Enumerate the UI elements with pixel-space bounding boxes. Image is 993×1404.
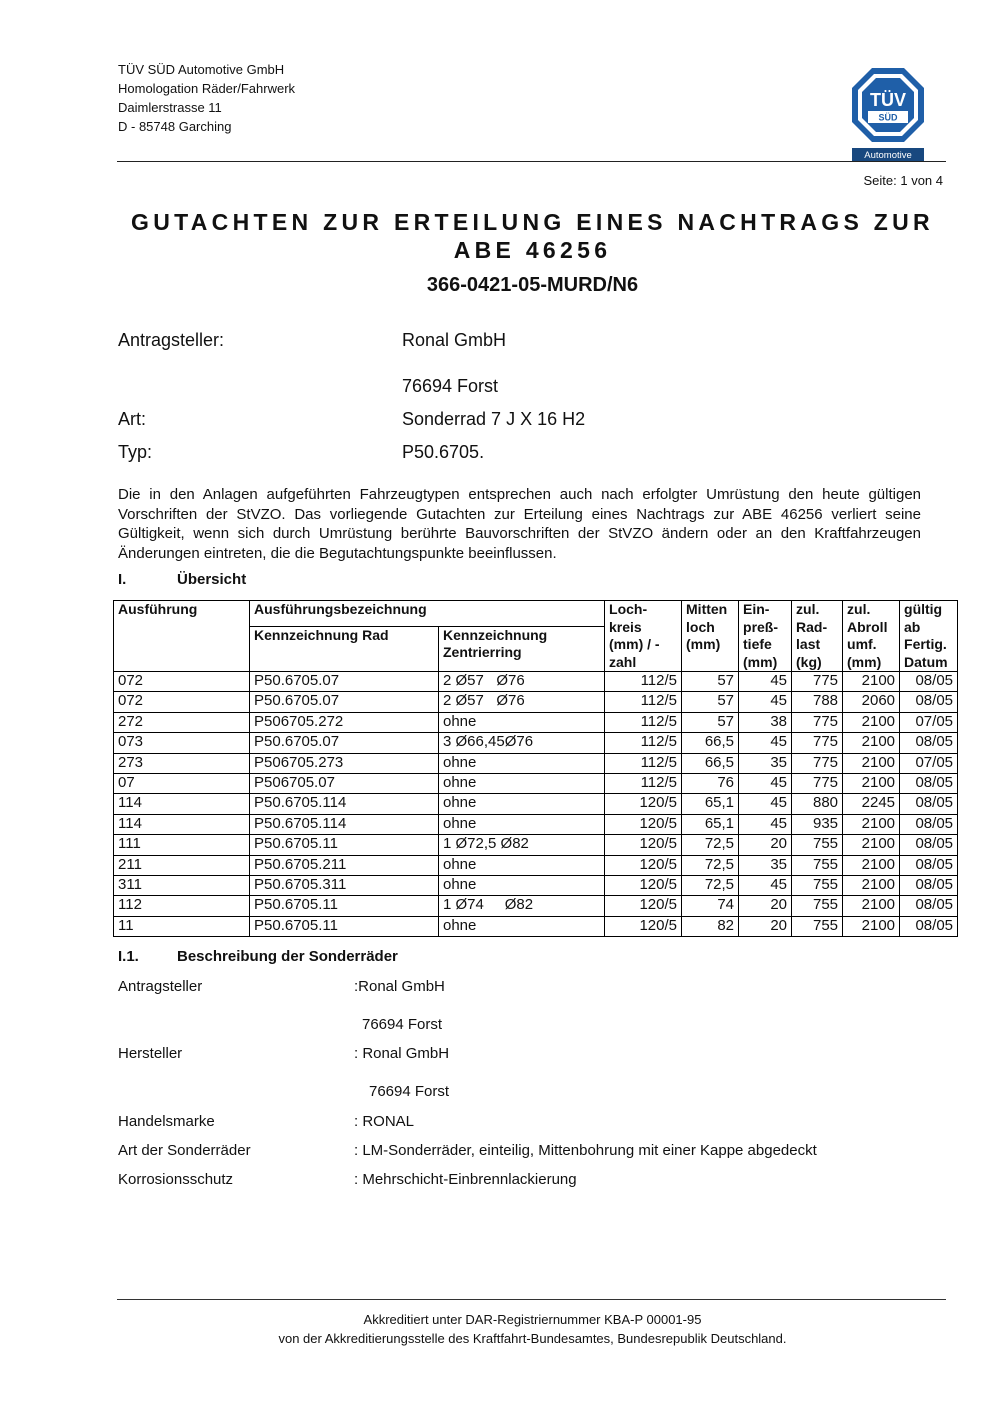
cell-radlast: 775 xyxy=(792,773,843,793)
cell-einpresstiefe: 35 xyxy=(739,855,792,875)
cell-kennzeichnung-rad: P506705.273 xyxy=(250,753,439,773)
cell-zentrierring: 1 Ø72,5 Ø82 xyxy=(439,835,605,855)
logo-caption: Automotive xyxy=(864,150,912,161)
desc-hersteller-value: : Ronal GmbH xyxy=(354,1045,450,1062)
cell-lochkreis: 112/5 xyxy=(605,753,682,773)
cell-radlast: 775 xyxy=(792,712,843,732)
cell-mittenloch: 66,5 xyxy=(682,753,739,773)
cell-zentrierring: 3 Ø66,45Ø76 xyxy=(439,733,605,753)
section-title: Übersicht xyxy=(177,571,247,588)
cell-abrollumfang: 2100 xyxy=(843,672,900,692)
sender-address xyxy=(118,60,295,136)
cell-kennzeichnung-rad: P50.6705.07 xyxy=(250,733,439,753)
cell-abrollumfang: 2245 xyxy=(843,794,900,814)
cell-ausfuehrung: 311 xyxy=(114,875,250,895)
cell-einpresstiefe: 45 xyxy=(739,672,792,692)
cell-mittenloch: 57 xyxy=(682,672,739,692)
cell-radlast: 755 xyxy=(792,855,843,875)
tuv-sud-logo xyxy=(850,66,926,162)
octagon-logo-icon xyxy=(850,66,926,162)
cell-radlast: 880 xyxy=(792,794,843,814)
cell-gueltig-ab: 08/05 xyxy=(900,855,958,875)
cell-lochkreis: 120/5 xyxy=(605,896,682,916)
cell-einpresstiefe: 45 xyxy=(739,773,792,793)
cell-lochkreis: 120/5 xyxy=(605,916,682,936)
section-title: Beschreibung der Sonderräder xyxy=(177,948,398,965)
desc-art-label: Art der Sonderräder xyxy=(118,1142,251,1159)
overview-table xyxy=(113,600,958,937)
applicant-name: Ronal GmbH xyxy=(402,330,507,350)
cell-lochkreis: 112/5 xyxy=(605,692,682,712)
header-bezeichnung: Ausführungsbezeichnung xyxy=(250,601,605,627)
cell-kennzeichnung-rad: P50.6705.114 xyxy=(250,794,439,814)
cell-zentrierring: ohne xyxy=(439,855,605,875)
cell-gueltig-ab: 08/05 xyxy=(900,672,958,692)
cell-einpresstiefe: 45 xyxy=(739,794,792,814)
header-kennzeichnung-zentrierring: Kennzeichnung Zentrierring xyxy=(439,626,605,671)
cell-gueltig-ab: 07/05 xyxy=(900,753,958,773)
cell-kennzeichnung-rad: P50.6705.311 xyxy=(250,875,439,895)
header-abrollumfang: zul. Abroll umf. (mm) xyxy=(843,601,900,672)
header-kennzeichnung-rad: Kennzeichnung Rad xyxy=(250,626,439,671)
cell-kennzeichnung-rad: P50.6705.07 xyxy=(250,692,439,712)
header-divider xyxy=(117,161,946,162)
cell-lochkreis: 112/5 xyxy=(605,773,682,793)
cell-gueltig-ab: 08/05 xyxy=(900,835,958,855)
cell-ausfuehrung: 072 xyxy=(114,672,250,692)
cell-abrollumfang: 2100 xyxy=(843,733,900,753)
cell-einpresstiefe: 45 xyxy=(739,733,792,753)
cell-einpresstiefe: 35 xyxy=(739,753,792,773)
header-lochkreis: Loch-kreis (mm) / -zahl xyxy=(605,601,682,672)
cell-lochkreis: 112/5 xyxy=(605,733,682,753)
document-title xyxy=(118,208,947,264)
cell-ausfuehrung: 11 xyxy=(114,916,250,936)
cell-kennzeichnung-rad: P50.6705.11 xyxy=(250,916,439,936)
cell-abrollumfang: 2100 xyxy=(843,916,900,936)
cell-radlast: 775 xyxy=(792,733,843,753)
section-number: I. xyxy=(118,571,127,588)
cell-lochkreis: 120/5 xyxy=(605,875,682,895)
cell-mittenloch: 72,5 xyxy=(682,835,739,855)
typ-value: P50.6705. xyxy=(402,442,485,462)
table-row xyxy=(114,916,958,936)
cell-zentrierring: ohne xyxy=(439,712,605,732)
cell-gueltig-ab: 08/05 xyxy=(900,814,958,834)
cell-radlast: 755 xyxy=(792,835,843,855)
cell-mittenloch: 82 xyxy=(682,916,739,936)
desc-hersteller-city: 76694 Forst xyxy=(369,1083,450,1100)
cell-zentrierring: 2 Ø57 Ø76 xyxy=(439,692,605,712)
cell-radlast: 775 xyxy=(792,672,843,692)
title-line-2: ABE 46256 xyxy=(453,237,612,263)
desc-hersteller-label: Hersteller xyxy=(118,1045,183,1062)
table-row xyxy=(114,672,958,692)
cell-einpresstiefe: 45 xyxy=(739,875,792,895)
desc-korrosion-label: Korrosionsschutz xyxy=(118,1171,234,1188)
cell-mittenloch: 65,1 xyxy=(682,794,739,814)
table-row xyxy=(114,835,958,855)
cell-ausfuehrung: 07 xyxy=(114,773,250,793)
header-ausfuehrung: Ausführung xyxy=(114,601,250,672)
header-gueltig-ab: gültig ab Fertig. Datum xyxy=(900,601,958,672)
cell-abrollumfang: 2100 xyxy=(843,855,900,875)
cell-ausfuehrung: 114 xyxy=(114,814,250,834)
table-row xyxy=(114,794,958,814)
cell-ausfuehrung: 114 xyxy=(114,794,250,814)
logo-text: TÜV xyxy=(870,90,906,110)
section-heading-overview xyxy=(118,571,518,591)
title-line-1: GUTACHTEN ZUR ERTEILUNG EINES NACHTRAGS ZUR xyxy=(131,209,934,235)
cell-gueltig-ab: 08/05 xyxy=(900,692,958,712)
cell-mittenloch: 72,5 xyxy=(682,855,739,875)
page-number: Seite: 1 von 4 xyxy=(863,173,943,188)
cell-gueltig-ab: 07/05 xyxy=(900,712,958,732)
cell-radlast: 775 xyxy=(792,753,843,773)
footer xyxy=(118,1310,947,1348)
header-radlast: zul. Rad-last (kg) xyxy=(792,601,843,672)
cell-ausfuehrung: 072 xyxy=(114,692,250,712)
cell-kennzeichnung-rad: P50.6705.07 xyxy=(250,672,439,692)
cell-mittenloch: 65,1 xyxy=(682,814,739,834)
cell-radlast: 788 xyxy=(792,692,843,712)
typ-label: Typ: xyxy=(118,442,153,462)
cell-einpresstiefe: 20 xyxy=(739,896,792,916)
footer-divider xyxy=(117,1299,946,1300)
table-row xyxy=(114,753,958,773)
desc-antragsteller-city: 76694 Forst xyxy=(362,1016,443,1033)
cell-abrollumfang: 2100 xyxy=(843,773,900,793)
cell-ausfuehrung: 112 xyxy=(114,896,250,916)
cell-mittenloch: 66,5 xyxy=(682,733,739,753)
table-row xyxy=(114,712,958,732)
cell-radlast: 755 xyxy=(792,896,843,916)
cell-abrollumfang: 2100 xyxy=(843,712,900,732)
cell-ausfuehrung: 211 xyxy=(114,855,250,875)
cell-abrollumfang: 2100 xyxy=(843,753,900,773)
cell-lochkreis: 112/5 xyxy=(605,672,682,692)
cell-zentrierring: ohne xyxy=(439,794,605,814)
cell-abrollumfang: 2100 xyxy=(843,875,900,895)
cell-abrollumfang: 2100 xyxy=(843,814,900,834)
cell-gueltig-ab: 08/05 xyxy=(900,794,958,814)
art-label: Art: xyxy=(118,409,147,429)
cell-einpresstiefe: 20 xyxy=(739,916,792,936)
cell-zentrierring: ohne xyxy=(439,773,605,793)
applicant-label: Antragsteller: xyxy=(118,330,225,350)
footer-line-1: Akkreditiert unter DAR-Registriernummer KBA-P 00001-95 xyxy=(363,1312,702,1327)
desc-antragsteller-value: :Ronal GmbH xyxy=(354,978,445,995)
cell-einpresstiefe: 45 xyxy=(739,692,792,712)
cell-kennzeichnung-rad: P50.6705.11 xyxy=(250,896,439,916)
cell-zentrierring: 1 Ø74 Ø82 xyxy=(439,896,605,916)
cell-lochkreis: 112/5 xyxy=(605,712,682,732)
cell-lochkreis: 120/5 xyxy=(605,855,682,875)
logo-subtext: SÜD xyxy=(878,112,898,123)
cell-ausfuehrung: 111 xyxy=(114,835,250,855)
desc-art-value: : LM-Sonderräder, einteilig, Mittenbohrung mit einer Kappe abgedeckt xyxy=(354,1142,817,1159)
header-einpresstiefe: Ein-preß-tiefe (mm) xyxy=(739,601,792,672)
table-row xyxy=(114,773,958,793)
cell-kennzeichnung-rad: P506705.07 xyxy=(250,773,439,793)
section-number: I.1. xyxy=(118,948,139,965)
cell-mittenloch: 57 xyxy=(682,712,739,732)
cell-ausfuehrung: 272 xyxy=(114,712,250,732)
cell-gueltig-ab: 08/05 xyxy=(900,916,958,936)
desc-korrosion-value: : Mehrschicht-Einbrennlackierung xyxy=(354,1171,577,1188)
cell-gueltig-ab: 08/05 xyxy=(900,875,958,895)
address-line: Homologation Räder/Fahrwerk xyxy=(118,81,296,96)
cell-ausfuehrung: 273 xyxy=(114,753,250,773)
cell-lochkreis: 120/5 xyxy=(605,835,682,855)
cell-ausfuehrung: 073 xyxy=(114,733,250,753)
cell-kennzeichnung-rad: P50.6705.211 xyxy=(250,855,439,875)
cell-abrollumfang: 2100 xyxy=(843,835,900,855)
table-row xyxy=(114,855,958,875)
cell-lochkreis: 120/5 xyxy=(605,794,682,814)
document-number: 366-0421-05-MURD/N6 xyxy=(426,274,639,296)
desc-handelsmarke-value: : RONAL xyxy=(354,1113,415,1130)
cell-kennzeichnung-rad: P50.6705.114 xyxy=(250,814,439,834)
applicant-city: 76694 Forst xyxy=(402,376,499,396)
cell-radlast: 935 xyxy=(792,814,843,834)
cell-einpresstiefe: 20 xyxy=(739,835,792,855)
cell-zentrierring: 2 Ø57 Ø76 xyxy=(439,672,605,692)
header-mittenloch: Mitten loch (mm) xyxy=(682,601,739,672)
art-value: Sonderrad 7 J X 16 H2 xyxy=(402,409,586,429)
cell-gueltig-ab: 08/05 xyxy=(900,773,958,793)
cell-mittenloch: 57 xyxy=(682,692,739,712)
cell-mittenloch: 72,5 xyxy=(682,875,739,895)
address-line: D - 85748 Garching xyxy=(118,119,232,134)
cell-abrollumfang: 2100 xyxy=(843,896,900,916)
section-heading-description xyxy=(118,948,618,968)
cell-abrollumfang: 2060 xyxy=(843,692,900,712)
cell-zentrierring: ohne xyxy=(439,916,605,936)
cell-zentrierring: ohne xyxy=(439,814,605,834)
cell-gueltig-ab: 08/05 xyxy=(900,896,958,916)
cell-zentrierring: ohne xyxy=(439,875,605,895)
cell-kennzeichnung-rad: P50.6705.11 xyxy=(250,835,439,855)
intro-paragraph: Die in den Anlagen aufgeführten Fahrzeugtypen entsprechen auch nach erfolgter Umrüstung den heute gültigen Vorschriften der StVZO. Das vorliegende Gutachten zur Erteilung eines Nachtrags zur ABE 46256 verliert seine Gültigkeit, wenn sich durch Umrüstung berührte Bauvorschriften der StVZO ändern oder an den Kraftfahrzeugen Änderungen eintreten, die die Begutachtungspunkte beeinflussen. xyxy=(118,486,921,562)
desc-antragsteller-label: Antragsteller xyxy=(118,978,203,995)
cell-kennzeichnung-rad: P506705.272 xyxy=(250,712,439,732)
table-row xyxy=(114,896,958,916)
cell-gueltig-ab: 08/05 xyxy=(900,733,958,753)
cell-mittenloch: 74 xyxy=(682,896,739,916)
cell-radlast: 755 xyxy=(792,875,843,895)
cell-einpresstiefe: 38 xyxy=(739,712,792,732)
cell-einpresstiefe: 45 xyxy=(739,814,792,834)
cell-lochkreis: 120/5 xyxy=(605,814,682,834)
table-row xyxy=(114,814,958,834)
cell-mittenloch: 76 xyxy=(682,773,739,793)
table-row xyxy=(114,692,958,712)
cell-zentrierring: ohne xyxy=(439,753,605,773)
footer-line-2: von der Akkreditierungsstelle des Kraftfahrt-Bundesamtes, Bundesrepublik Deutschland. xyxy=(278,1331,787,1346)
address-line: TÜV SÜD Automotive GmbH xyxy=(118,62,285,77)
table-row xyxy=(114,733,958,753)
table-row xyxy=(114,875,958,895)
desc-handelsmarke-label: Handelsmarke xyxy=(118,1113,215,1130)
cell-radlast: 755 xyxy=(792,916,843,936)
address-line: Daimlerstrasse 11 xyxy=(118,100,222,115)
